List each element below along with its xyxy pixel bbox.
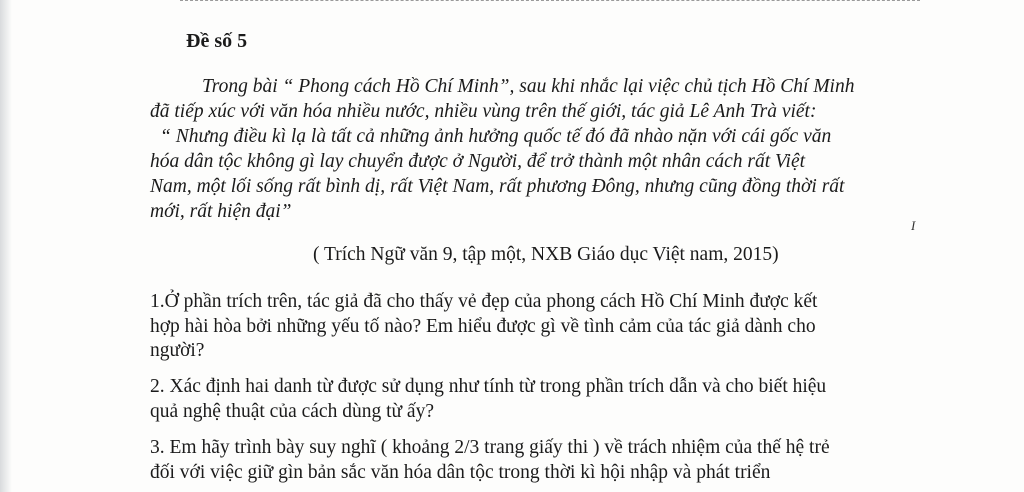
source-citation: ( Trích Ngữ văn 9, tập một, NXB Giáo dục Việt nam, 2015) — [313, 244, 779, 265]
text-cursor-mark: I — [911, 218, 916, 233]
quote-line: Trong bài “ Phong cách Hồ Chí Minh”, sau khi nhắc lại việc chủ tịch Hồ Chí Minh — [202, 76, 855, 97]
quote-line: mới, rất hiện đại” — [150, 201, 292, 222]
question-3 — [150, 436, 1010, 485]
quote-line: hóa dân tộc không gì lay chuyển được ở Người, để trở thành một nhân cách rất Việt — [150, 151, 806, 172]
quoted-passage — [150, 74, 1024, 224]
question-line: 3. Em hãy trình bày suy nghĩ ( khoảng 2/3 trang giấy thi ) về trách nhiệm của thế hệ trẻ — [150, 437, 830, 458]
exam-title: Đề số 5 — [186, 30, 248, 52]
top-divider — [180, 0, 920, 1]
question-line: 1.Ở phần trích trên, tác giả đã cho thấy vẻ đẹp của phong cách Hồ Chí Minh được kết — [150, 291, 818, 312]
question-line: người? — [150, 340, 205, 361]
question-line: đối với việc giữ gìn bản sắc văn hóa dân tộc trong thời kì hội nhập và phát triển — [150, 461, 771, 483]
question-2 — [150, 375, 1010, 424]
question-line: quả nghệ thuật của cách dùng từ ấy? — [150, 400, 434, 422]
quote-line: đã tiếp xúc với văn hóa nhiều nước, nhiều vùng trên thế giới, tác giả Lê Anh Trà viết: — [150, 101, 817, 122]
question-line: 2. Xác định hai danh từ được sử dụng như tính từ trong phần trích dẫn và cho biết hiệu — [150, 376, 827, 397]
question-1 — [150, 290, 1010, 364]
question-line: hợp hài hòa bởi những yếu tố nào? Em hiểu được gì về tình cảm của tác giả dành cho — [150, 315, 816, 337]
page-edge-shadow — [0, 0, 12, 492]
quote-line: Nam, một lối sống rất bình dị, rất Việt Nam, rất phương Đông, nhưng cũng đồng thời rất — [150, 176, 845, 197]
quote-line: “ Nhưng điều kì lạ là tất cả những ảnh hưởng quốc tế đó đã nhào nặn với cái gốc văn — [160, 126, 832, 147]
